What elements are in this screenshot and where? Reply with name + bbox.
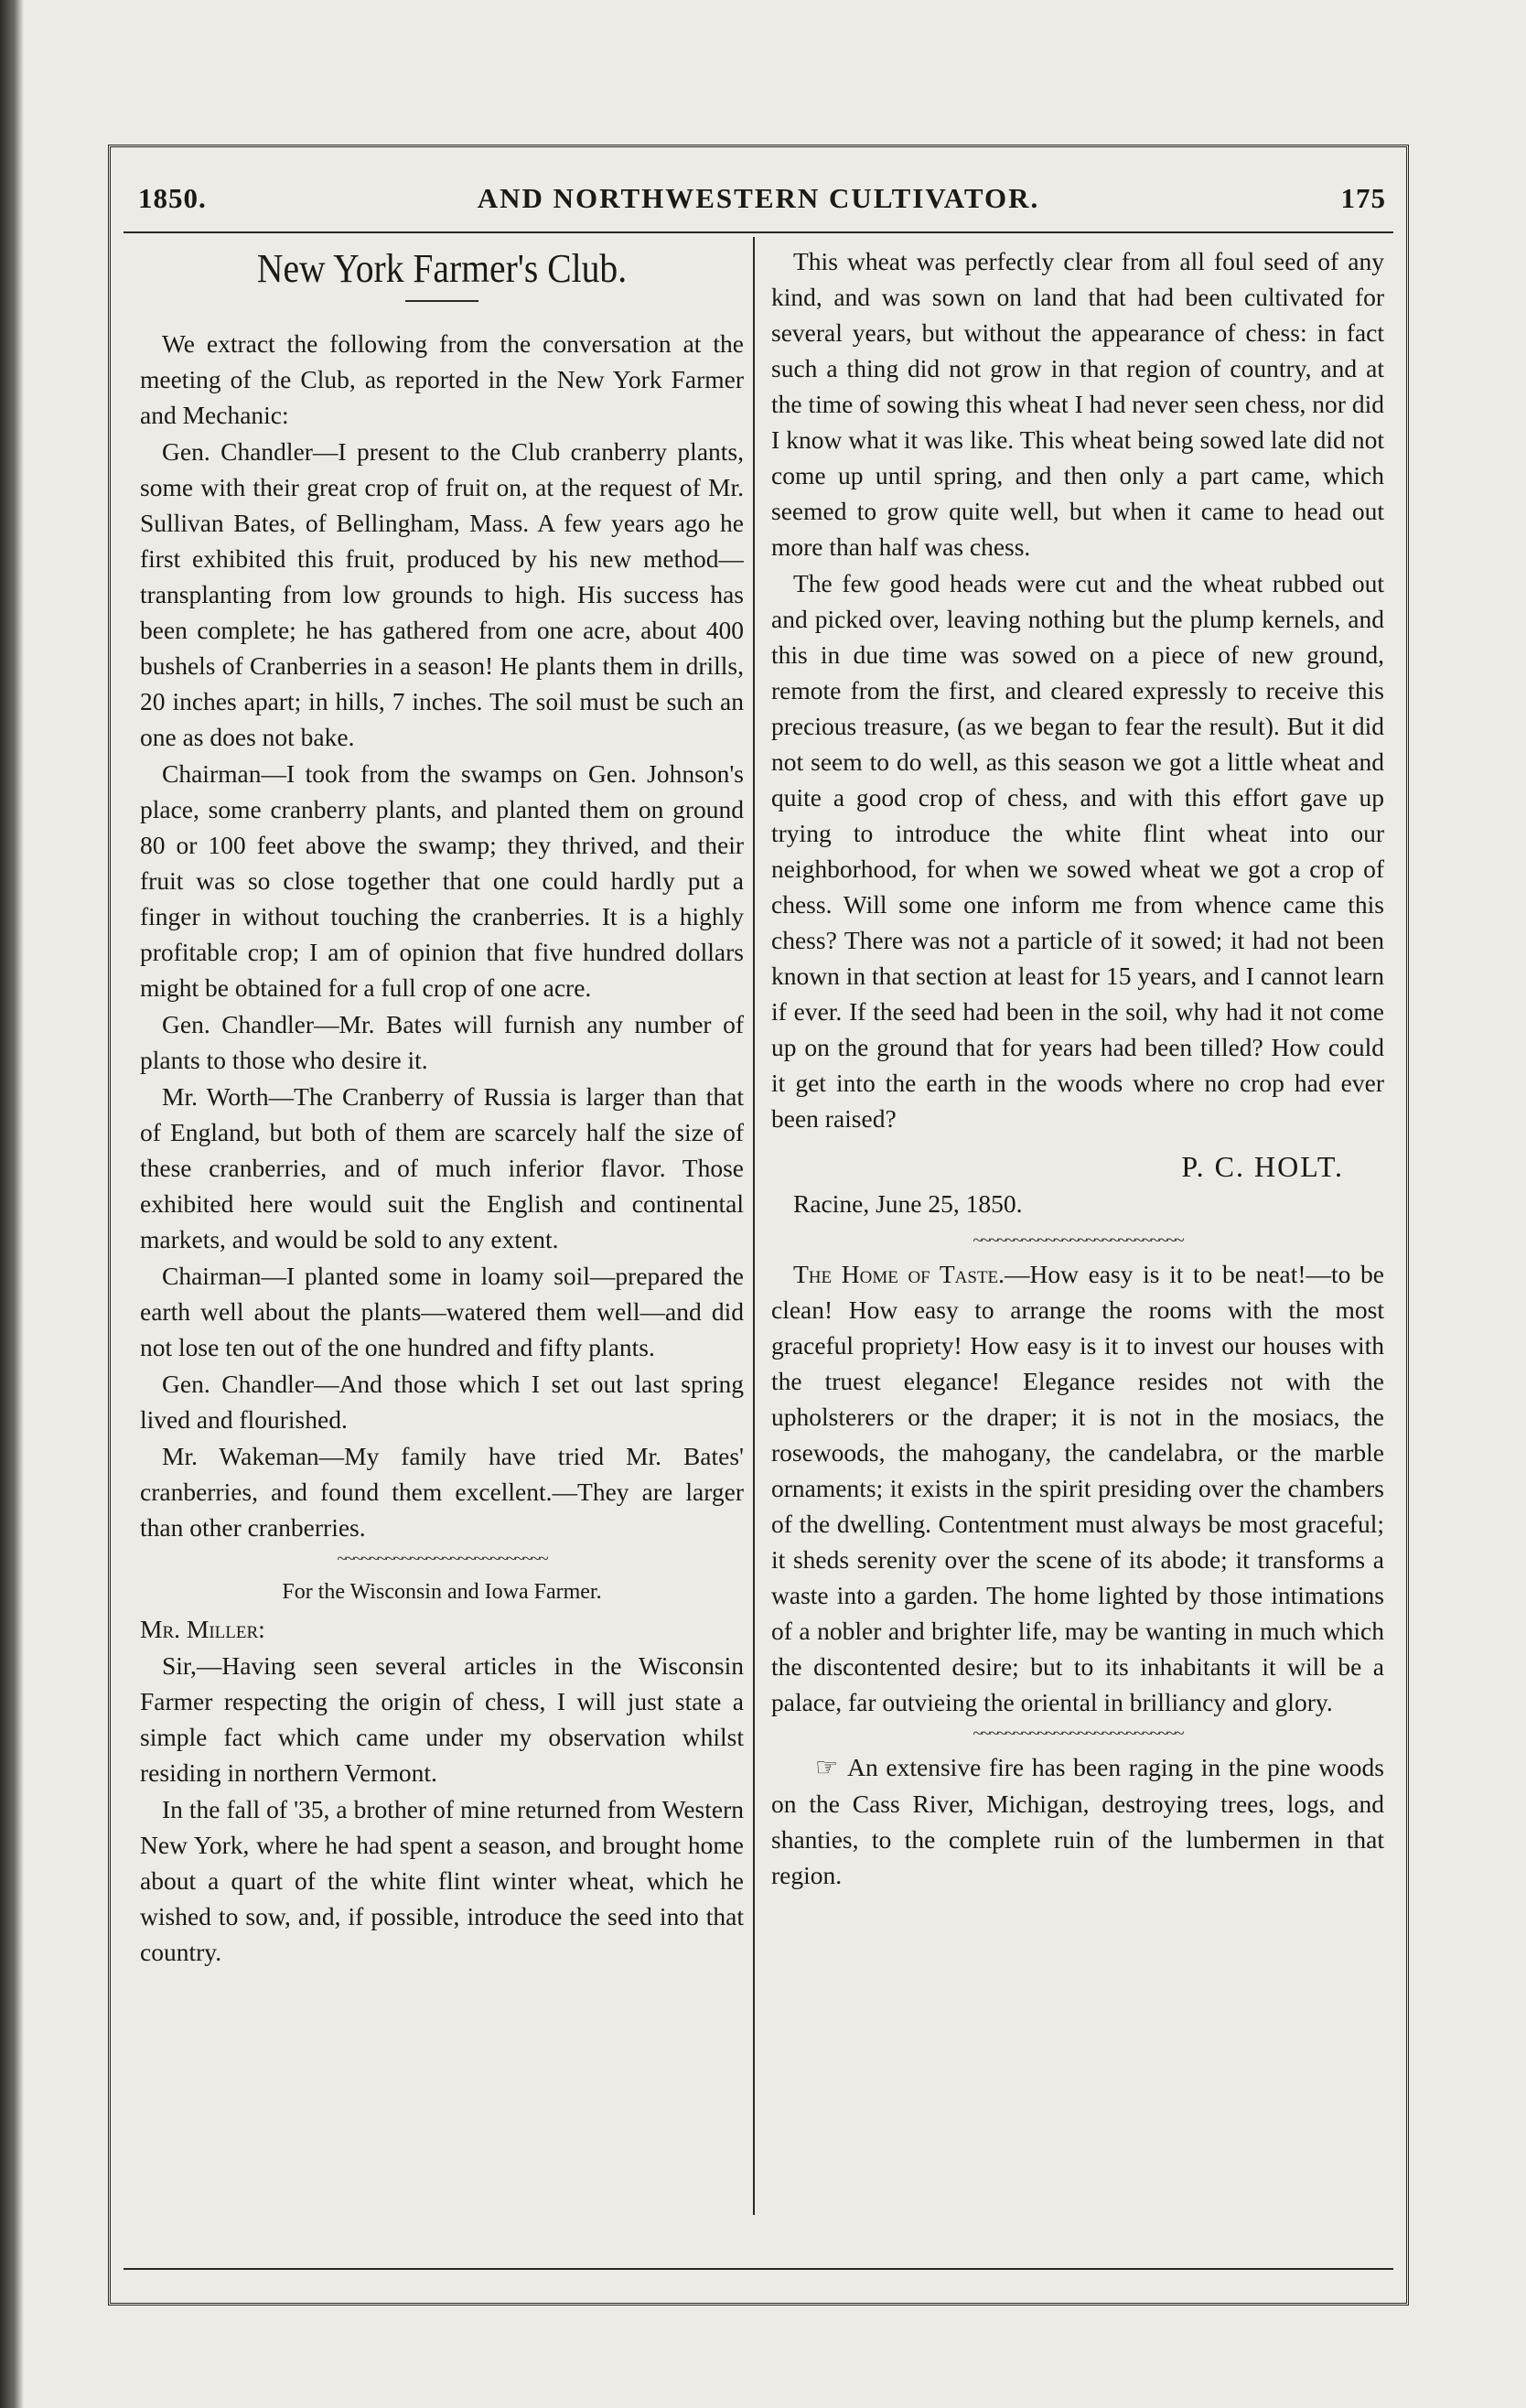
paragraph: The few good heads were cut and the wheat rubbed out and picked over, leaving nothing but the plump kernels, and this in due time was sowed on a piece of new ground, remote from the first, and cleared expressly to receive this precious treasure, (as we began to fear the result). But it did not seem to do well, as this season we got a little wheat and quite a good crop of chess, and with this effort gave up trying to introduce the white flint wheat into our neighborhood, for when we sowed wheat we got a crop of chess. Will some one inform me from whence came this chess? There was not a particle of it sowed; it had not been known in that section at least for 15 years, and I cannot learn if ever. If the seed had been in the soil, why had it not come up on the ground that for years had been tilled? How could it get into the earth in the woods where no crop had ever been raised?: [771, 569, 1384, 1133]
paragraph: In the fall of '35, a brother of mine returned from Western New York, where he had spent a season, and brought home about a quart of the white flint winter wheat, which he wished to sow, and, if possible, introduce the seed into that country.: [140, 1795, 744, 1966]
paragraph: Mr. Wakeman—My family have tried Mr. Bates' cranberries, and found them excellent.—They are larger than other cranberries.: [140, 1442, 744, 1542]
left-column: [140, 243, 744, 2248]
running-header: [127, 175, 1390, 230]
footer-rule: [124, 2268, 1393, 2270]
header-page-number: 175: [1340, 182, 1386, 214]
paragraph: Gen. Chandler—I present to the Club cranberry plants, some with their great crop of fruit on, at the request of Mr. Sullivan Bates, of Bellingham, Mass. A few years ago he first exhibited this fruit, produced by his new method—transplanting from low grounds to high. His success has been complete; he has gathered from one acre, about 400 bushels of Cranberries in a season! He plants them in drills, 20 inches apart; in hills, 7 inches. The soil must be such an one as does not bake.: [140, 437, 744, 751]
paragraph: Chairman—I took from the swamps on Gen. Johnson's place, some cranberry plants, and planted them on ground 80 or 100 feet above the swamp; they thrived, and their fruit was so close together that one could hardly put a finger in without touching the cranberries. It is a highly profitable crop; I am of opinion that five hundred dollars might be obtained for a full crop of one acre.: [140, 759, 744, 1002]
fire-notice-text: An extensive fire has been raging in the pine woods on the Cass River, Michigan, destroying trees, logs, and shanties, to the complete ruin of the lumbermen in that region.: [771, 1753, 1384, 1889]
newspaper-page: [108, 145, 1409, 2306]
letter-dateline: Racine, June 25, 1850.: [793, 1189, 1023, 1218]
section-divider: ~~~~~~~~~~~~~~~~~~~~~~~~~~: [973, 1724, 1183, 1744]
paragraph: Mr. Worth—The Cranberry of Russia is larger than that of England, but both of them are scarcely half the size of these cranberries, and of much inferior flavor. Those exhibited here would suit the English and continental markets, and would be sold to any extent.: [140, 1082, 744, 1253]
pointing-hand-icon: ☞: [815, 1754, 839, 1782]
article-title: New York Farmer's Club.: [256, 246, 628, 291]
home-of-taste-paragraph: [771, 1256, 1384, 1720]
page-edge-shadow: [0, 0, 24, 2408]
header-rule: [124, 231, 1393, 233]
header-year: 1850.: [138, 182, 207, 214]
right-column: [771, 243, 1384, 2248]
paragraph: Gen. Chandler—And those which I set out last spring lived and flourished.: [140, 1370, 744, 1434]
fire-notice: [771, 1749, 1384, 1893]
header-title: AND NORTHWESTERN CULTIVATOR.: [477, 182, 1040, 214]
paragraph: We extract the following from the conversation at the meeting of the Club, as reported in the New York Farmer and Mechanic:: [140, 329, 744, 429]
paragraph: Gen. Chandler—Mr. Bates will furnish any number of plants to those who desire it.: [140, 1010, 744, 1074]
letter-salutation: Mr. Miller:: [140, 1615, 265, 1643]
home-of-taste-heading: The Home of Taste.: [793, 1260, 1005, 1288]
title-rule: [405, 300, 478, 302]
section-divider: ~~~~~~~~~~~~~~~~~~~~~~~~~~: [973, 1231, 1183, 1251]
home-of-taste-text: —How easy is it to be neat!—to be clean! How easy to arrange the rooms with the most graceful propriety! How easy is it to invest our houses with the truest elegance! Elegance resides not with the upholsterers or the draper; it is not in the mosiacs, the rosewoods, the mahogany, the candelabra, or the marble ornaments; it exists in the spirit presiding over the chambers of the dwelling. Contentment must always be most graceful; it sheds serenity over the scene of its abode; it transforms a waste into a garden. The home lighted by those intimations of a nobler and brighter life, may be wanting in much which the discontented desire; but to its inhabitants it will be a palace, far outvieing the oriental in brilliancy and glory.: [771, 1260, 1384, 1716]
paragraph: Chairman—I planted some in loamy soil—prepared the earth well about the plants—watered them well—and did not lose ten out of the one hundred and fifty plants.: [140, 1262, 744, 1361]
letter-signature: P. C. HOLT.: [1181, 1150, 1344, 1183]
letter-source: For the Wisconsin and Iowa Farmer.: [282, 1580, 602, 1604]
column-divider: [753, 237, 755, 2215]
section-divider: ~~~~~~~~~~~~~~~~~~~~~~~~~~: [337, 1549, 547, 1569]
paragraph: Sir,—Having seen several articles in the Wisconsin Farmer respecting the origin of chess, I will just state a simple fact which came under my observation whilst residing in northern Vermont.: [140, 1651, 744, 1787]
paragraph: This wheat was perfectly clear from all foul seed of any kind, and was sown on land that had been cultivated for several years, but without the appearance of chess: in fact such a thing did not grow in that region of country, and at the time of sowing this wheat I had never seen chess, nor did I know what it was like. This wheat being sowed late did not come up until spring, and then only a part came, which seemed to grow quite well, but when it came to head out more than half was chess.: [771, 247, 1384, 561]
